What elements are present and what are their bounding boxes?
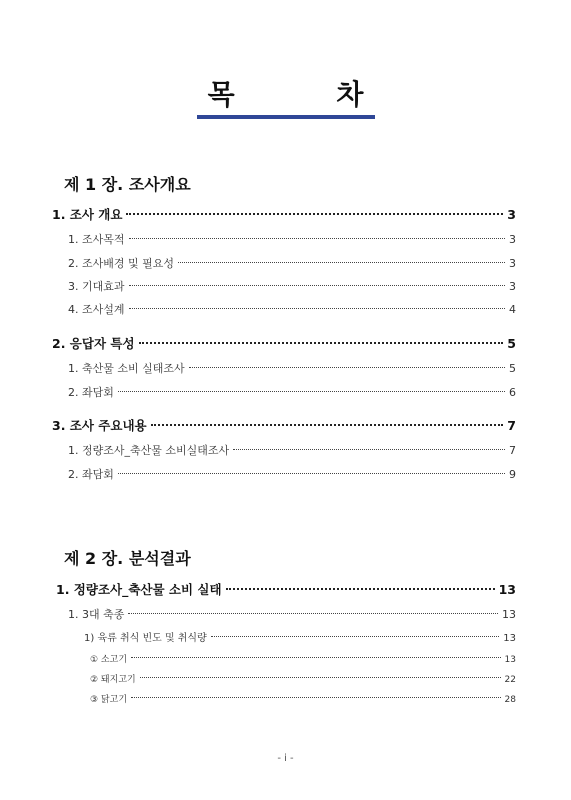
chapter-heading-1: 제 1 장. 조사개요	[64, 175, 191, 194]
toc-page-number: 3	[509, 257, 516, 270]
toc-entry-label: 1. 조사 개요	[52, 207, 123, 222]
toc-entry-1-2[interactable]	[52, 334, 516, 352]
toc-page-number: 22	[504, 675, 516, 685]
toc-entry-1-3-2[interactable]	[68, 466, 516, 482]
toc-entry-label: 2. 조사배경 및 필요성	[68, 257, 174, 270]
toc-entry-1-1-3[interactable]	[68, 278, 516, 294]
dot-leader	[129, 285, 506, 286]
toc-page-number: 7	[507, 418, 516, 433]
toc-entry-1-1-4[interactable]	[68, 301, 516, 317]
dot-leader	[226, 588, 495, 590]
toc-entry-2-1-1-1[interactable]	[84, 629, 516, 644]
toc-page-number: 13	[502, 608, 516, 621]
dot-leader	[140, 677, 501, 678]
toc-entry-2-1-1-1-1[interactable]	[90, 652, 516, 665]
toc-entry-label: ① 소고기	[90, 655, 128, 665]
dot-leader	[178, 262, 505, 263]
toc-page-number: 13	[504, 655, 516, 665]
toc-page-number: 13	[498, 582, 516, 597]
toc-page-number: 13	[503, 633, 516, 644]
toc-entry-1-1-2[interactable]	[68, 255, 516, 271]
page-footer-number: - i -	[277, 753, 294, 764]
toc-entry-2-1[interactable]	[56, 580, 516, 598]
toc-entry-2-1-1-1-2[interactable]	[90, 672, 516, 685]
page-title: 목 차	[207, 78, 410, 111]
toc-page-number: 3	[509, 280, 516, 293]
toc-entry-label: 1. 3대 축종	[68, 608, 125, 621]
toc-page-number: 3	[507, 207, 516, 222]
dot-leader	[131, 657, 501, 658]
chapter-heading-2: 제 2 장. 분석결과	[64, 549, 191, 568]
dot-leader	[118, 391, 505, 392]
toc-entry-label: 1. 정량조사_축산물 소비 실태	[56, 582, 222, 597]
toc-entry-label: 3. 기대효과	[68, 280, 125, 293]
dot-leader	[118, 473, 505, 474]
dot-leader	[126, 213, 503, 215]
toc-entry-label: 1. 정량조사_축산물 소비실태조사	[68, 444, 230, 457]
dot-leader	[129, 308, 506, 309]
dot-leader	[139, 342, 504, 344]
dot-leader	[131, 697, 501, 698]
toc-page-number: 7	[509, 444, 516, 457]
toc-page-number: 3	[509, 233, 516, 246]
toc-page-number: 4	[509, 303, 516, 316]
toc-entry-label: 4. 조사설계	[68, 303, 125, 316]
toc-entry-1-2-1[interactable]	[68, 360, 516, 376]
toc-page-number: 9	[509, 468, 516, 481]
toc-entry-label: 1) 육류 취식 빈도 및 취식량	[84, 633, 207, 644]
toc-title-wrap	[0, 78, 571, 112]
dot-leader	[128, 613, 498, 614]
toc-entry-label: 2. 좌담회	[68, 386, 114, 399]
toc-page-number: 5	[509, 362, 516, 375]
toc-entry-label: 1. 축산물 소비 실태조사	[68, 362, 185, 375]
dot-leader	[151, 424, 504, 426]
toc-entry-1-1[interactable]	[52, 205, 516, 223]
toc-entry-2-1-1[interactable]	[68, 606, 516, 622]
toc-entry-label: 2. 응답자 특성	[52, 336, 135, 351]
toc-page-number: 6	[509, 386, 516, 399]
toc-entry-label: 1. 조사목적	[68, 233, 125, 246]
dot-leader	[189, 367, 505, 368]
toc-entry-1-3-1[interactable]	[68, 442, 516, 458]
toc-entry-2-1-1-1-3[interactable]	[90, 692, 516, 705]
toc-entry-label: ③ 닭고기	[90, 695, 128, 705]
toc-entry-1-3[interactable]	[52, 416, 516, 434]
toc-entry-label: ② 돼지고기	[90, 675, 136, 685]
toc-page-number: 5	[507, 336, 516, 351]
toc-entry-1-2-2[interactable]	[68, 384, 516, 400]
toc-entry-1-1-1[interactable]	[68, 231, 516, 247]
dot-leader	[129, 238, 506, 239]
toc-entry-label: 3. 조사 주요내용	[52, 418, 147, 433]
title-underline	[197, 115, 375, 119]
toc-page-number: 28	[504, 695, 516, 705]
dot-leader	[233, 449, 505, 450]
dot-leader	[211, 636, 500, 637]
toc-entry-label: 2. 좌담회	[68, 468, 114, 481]
